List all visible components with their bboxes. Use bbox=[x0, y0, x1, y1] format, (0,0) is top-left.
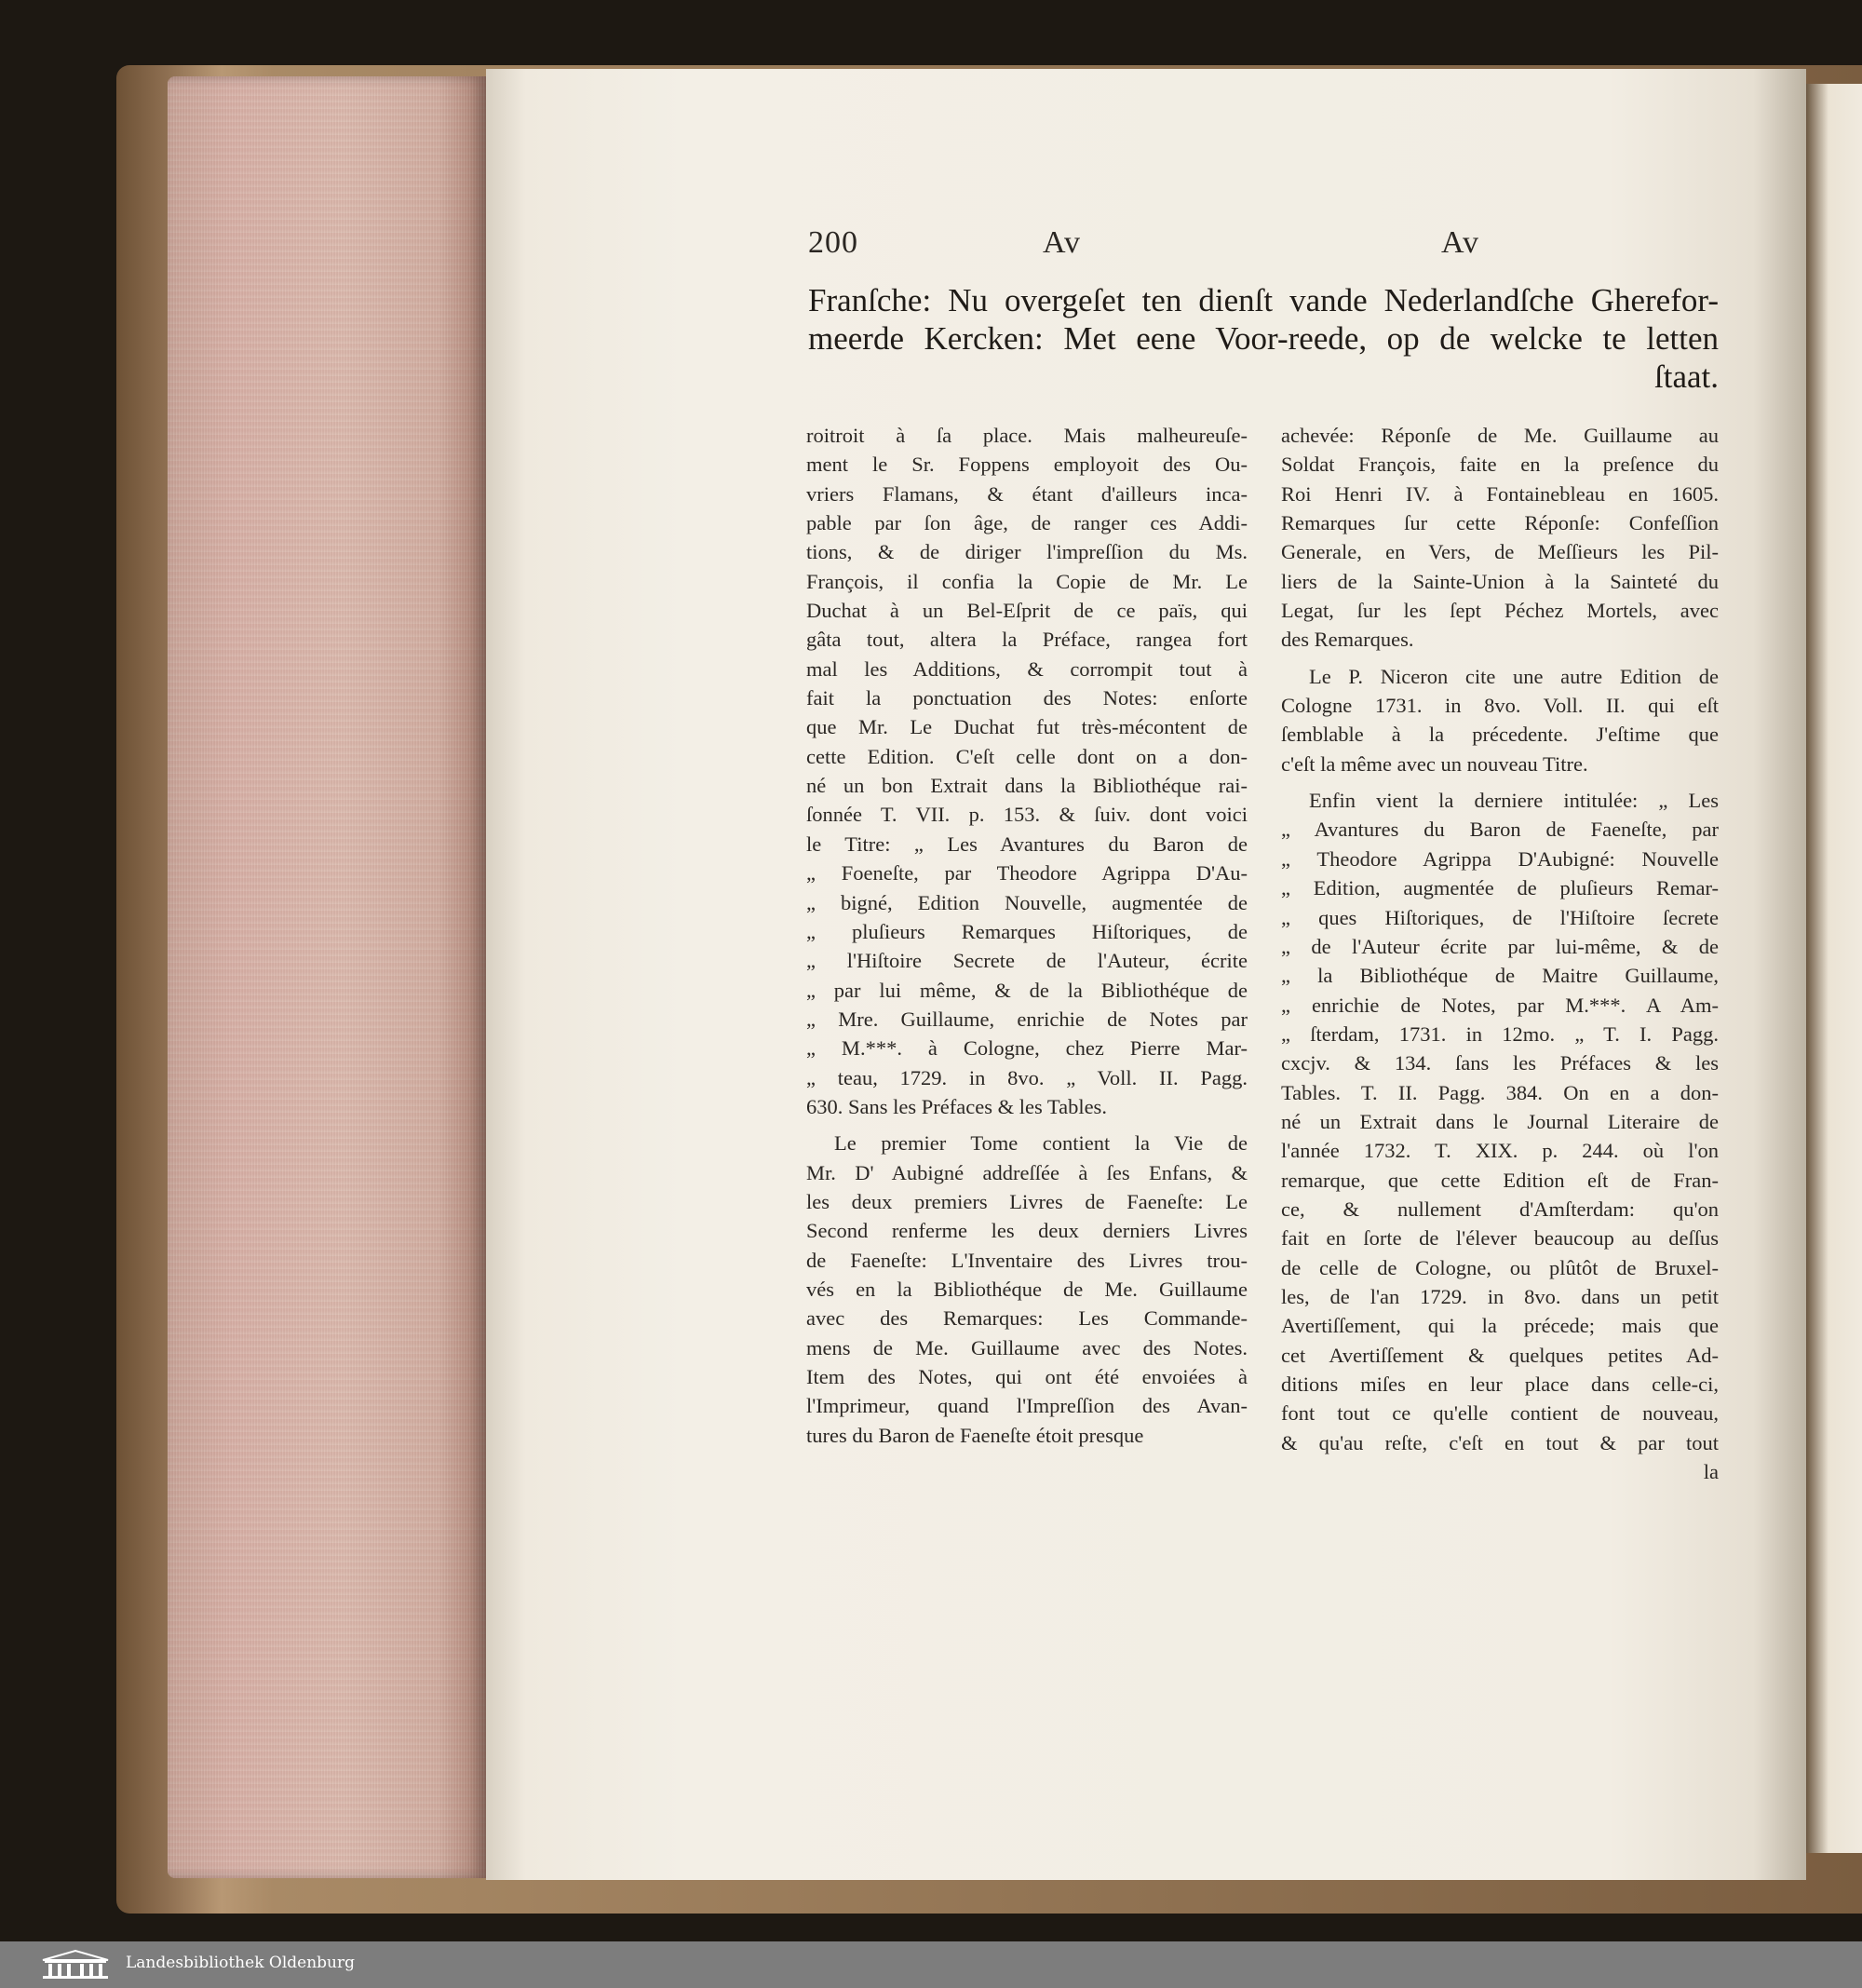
heading-line: meerde Kercken: Met eene Voor-reede, op de welcke te letten bbox=[808, 320, 1719, 357]
text-line: l'Imprimeur, quand l'Impreſſion des Avan- bbox=[806, 1394, 1248, 1418]
text-column-left bbox=[806, 421, 1248, 1450]
text-line: ment le Sr. Foppens employoit des Ou- bbox=[806, 453, 1248, 477]
text-line: Enfin vient la derniere intitulée: „ Les bbox=[1309, 789, 1719, 813]
text-line: Tables. T. II. Pagg. 384. On en a don- bbox=[1281, 1080, 1719, 1104]
text-line: Second renferme les deux derniers Livres bbox=[806, 1219, 1248, 1243]
text-line: né un bon Extrait dans la Bibliothéque rai- bbox=[806, 774, 1248, 798]
text-line: Legat, ſur les ſept Péchez Mortels, avec bbox=[1281, 599, 1719, 623]
text-line: „ Theodore Agrippa D'Aubigné: Nouvelle bbox=[1281, 846, 1719, 871]
paragraph-gap bbox=[1281, 655, 1719, 662]
text-line: cette Edition. C'eſt celle dont on a don- bbox=[806, 744, 1248, 768]
text-line: „ ſterdam, 1731. in 12mo. „ T. I. Pagg. bbox=[1281, 1021, 1719, 1046]
text-line: Avertiſſement, qui la précede; mais que bbox=[1281, 1314, 1719, 1338]
text-line: liers de la Sainte-Union à la Sainteté du bbox=[1281, 569, 1719, 593]
text-line: que Mr. Le Duchat fut très-mécontent de bbox=[806, 715, 1248, 739]
text-line: vriers Flamans, & étant d'ailleurs inca- bbox=[806, 481, 1248, 506]
text-line: „ Avantures du Baron de Faeneſte, par bbox=[1281, 818, 1719, 842]
text-line: ce, & nullement d'Amſterdam: qu'on bbox=[1281, 1197, 1719, 1221]
text-line: „ ques Hiſtoriques, de l'Hiſtoire ſecrete bbox=[1281, 905, 1719, 929]
text-line: cet Avertiſſement & quelques petites Ad- bbox=[1281, 1343, 1719, 1367]
text-line: des Remarques. bbox=[1281, 628, 1414, 652]
text-line: mens de Me. Guillaume avec des Notes. bbox=[806, 1335, 1248, 1359]
text-line: „ la Bibliothéque de Maitre Guillaume, bbox=[1281, 964, 1719, 988]
text-line: „ M.***. à Cologne, chez Pierre Mar- bbox=[806, 1036, 1248, 1061]
text-line: Soldat François, faite en la preſence du bbox=[1281, 453, 1719, 477]
text-line: Item des Notes, qui ont été envoiées à bbox=[806, 1365, 1248, 1388]
text-line: Duchat à un Bel-Eſprit de ce païs, qui bbox=[806, 599, 1248, 623]
text-line: tures du Baron de Faeneſte étoit presque bbox=[806, 1423, 1144, 1447]
text-line: „ teau, 1729. in 8vo. „ Voll. II. Pagg. bbox=[806, 1065, 1248, 1089]
text-line: pable par ſon âge, de ranger ces Addi- bbox=[806, 511, 1248, 535]
text-line: roitroit à ſa place. Mais malheureuſe- bbox=[806, 424, 1248, 447]
text-line: „ Mre. Guillaume, enrichie de Notes par bbox=[806, 1007, 1248, 1031]
text-line: cxcjv. & 134. ſans les Préfaces & les bbox=[1281, 1051, 1719, 1075]
text-line: la bbox=[1703, 1460, 1719, 1484]
text-line: Le P. Niceron cite une autre Edition de bbox=[1309, 664, 1719, 688]
text-line: 630. Sans les Préfaces & les Tables. bbox=[806, 1094, 1107, 1118]
text-line: „ pluſieurs Remarques Hiſtoriques, de bbox=[806, 919, 1248, 943]
text-line: ſemblable à la précedente. J'eſtime que bbox=[1281, 723, 1719, 747]
text-line: fait en ſorte de l'élever beaucoup au deſſus bbox=[1281, 1226, 1719, 1251]
next-page-edge bbox=[1806, 84, 1862, 1853]
heading-line: ſtaat. bbox=[1654, 358, 1719, 395]
text-line: le Titre: „ Les Avantures du Baron de bbox=[806, 832, 1248, 856]
text-line: „ bigné, Edition Nouvelle, augmentée de bbox=[806, 890, 1248, 914]
library-name: Landesbibliothek Oldenburg bbox=[126, 1954, 356, 1972]
text-line: ſonnée T. VII. p. 153. & ſuiv. dont voici bbox=[806, 803, 1248, 827]
page-number: 200 bbox=[808, 225, 858, 260]
text-line: „ Edition, augmentée de pluſieurs Remar- bbox=[1281, 876, 1719, 900]
running-head-left: Av bbox=[1043, 225, 1082, 260]
text-column-right bbox=[1281, 421, 1719, 1486]
text-line: né un Extrait dans le Journal Literaire de bbox=[1281, 1109, 1719, 1133]
book-page-edges bbox=[168, 76, 486, 1878]
text-line: „ de l'Auteur écrite par lui-même, & de bbox=[1281, 934, 1719, 958]
text-line: les deux premiers Livres de Faeneſte: Le bbox=[806, 1189, 1248, 1213]
text-line: François, il confia la Copie de Mr. Le bbox=[806, 569, 1248, 593]
text-line: les, de l'an 1729. in 8vo. dans un petit bbox=[1281, 1284, 1719, 1308]
text-line: „ par lui même, & de la Bibliothéque de bbox=[806, 978, 1248, 1002]
text-line: „ l'Hiſtoire Secrete de l'Auteur, écrite bbox=[806, 949, 1248, 973]
text-line: achevée: Réponſe de Me. Guillaume au bbox=[1281, 424, 1719, 447]
text-line: & qu'au reſte, c'eſt en tout & par tout bbox=[1281, 1430, 1719, 1454]
text-line: vés en la Bibliothéque de Me. Guillaume bbox=[806, 1277, 1248, 1301]
text-line: Generale, en Vers, de Meſſieurs les Pil- bbox=[1281, 540, 1719, 564]
paragraph-gap bbox=[806, 1121, 1248, 1129]
paragraph-gap bbox=[1281, 778, 1719, 786]
text-line: „ enrichie de Notes, par M.***. A Am- bbox=[1281, 993, 1719, 1017]
text-line: fait la ponctuation des Notes: enſorte bbox=[806, 686, 1248, 710]
text-line: avec des Remarques: Les Commande- bbox=[806, 1306, 1248, 1331]
text-line: de celle de Cologne, ou plûtôt de Bruxel- bbox=[1281, 1255, 1719, 1279]
text-line: font tout ce qu'elle contient de nouveau, bbox=[1281, 1401, 1719, 1426]
text-line: „ Foeneſte, par Theodore Agrippa D'Au- bbox=[806, 861, 1248, 886]
text-line: Roi Henri IV. à Fontainebleau en 1605. bbox=[1281, 481, 1719, 506]
text-line: l'année 1732. T. XIX. p. 244. où l'on bbox=[1281, 1139, 1719, 1163]
text-line: Remarques ſur cette Réponſe: Confeſſion bbox=[1281, 511, 1719, 535]
text-line: Cologne 1731. in 8vo. Voll. II. qui eſt bbox=[1281, 694, 1719, 718]
heading-line: Franſche: Nu overgeſet ten dienſt vande Nederlandſche Gherefor- bbox=[808, 282, 1719, 318]
text-line: Le premier Tome contient la Vie de bbox=[834, 1131, 1248, 1156]
text-line: Mr. D' Aubigné addreſſée à ſes Enfans, & bbox=[806, 1160, 1248, 1184]
text-line: remarque, que cette Edition eſt de Fran- bbox=[1281, 1168, 1719, 1192]
entry-heading bbox=[808, 281, 1719, 396]
footer-bar bbox=[0, 1941, 1862, 1988]
text-line: de Faeneſte: L'Inventaire des Livres trou- bbox=[806, 1248, 1248, 1272]
text-line: gâta tout, altera la Préface, rangea fort bbox=[806, 628, 1248, 652]
library-building-icon bbox=[39, 1949, 112, 1981]
text-line: tions, & de diriger l'impreſſion du Ms. bbox=[806, 540, 1248, 564]
text-line: ditions miſes en leur place dans celle-ci, bbox=[1281, 1373, 1719, 1396]
running-head-right: Av bbox=[1441, 225, 1480, 260]
text-line: mal les Additions, & corrompit tout à bbox=[806, 656, 1248, 681]
text-line: c'eſt la même avec un nouveau Titre. bbox=[1281, 751, 1588, 776]
